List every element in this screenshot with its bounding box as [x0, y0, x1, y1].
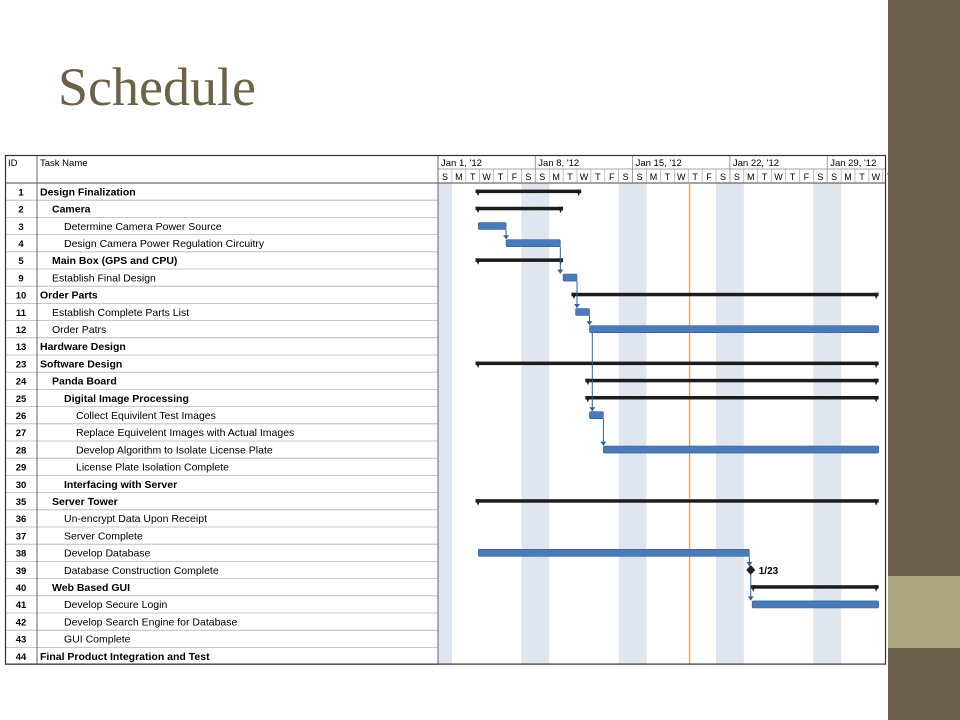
summary-bar: [476, 190, 582, 194]
task-name: Final Product Integration and Test: [40, 650, 210, 663]
task-id: 1: [18, 187, 24, 199]
task-bar: [576, 309, 590, 316]
task-name: Develop Algorithm to Isolate License Plate: [76, 444, 273, 457]
task-bar: [603, 446, 878, 453]
task-id: 41: [15, 600, 27, 612]
task-bar: [478, 223, 506, 230]
task-name: License Plate Isolation Complete: [76, 461, 229, 474]
gantt-svg: [5, 155, 886, 665]
task-id: 4: [18, 238, 24, 250]
task-id: 28: [15, 445, 27, 457]
task-name: GUI Complete: [64, 633, 131, 646]
task-id: 23: [15, 359, 27, 371]
day-letter: S: [733, 172, 740, 182]
column-header-id: ID: [8, 158, 18, 169]
task-name: Hardware Design: [40, 341, 126, 354]
day-letter: M: [844, 172, 852, 182]
task-name: Design Camera Power Regulation Circuitry: [64, 237, 265, 250]
milestone-label: 1/23: [758, 566, 779, 577]
task-name: Determine Camera Power Source: [64, 220, 222, 233]
task-id: 30: [15, 479, 27, 491]
day-letter: S: [817, 172, 824, 182]
week-label: Jan 8, '12: [538, 158, 580, 169]
day-letter: T: [595, 172, 601, 182]
task-id: 40: [15, 582, 27, 594]
task-id: 24: [15, 376, 27, 388]
task-name: Interfacing with Server: [64, 478, 178, 491]
task-name: Main Box (GPS and CPU): [52, 255, 178, 268]
day-letter: S: [539, 172, 546, 182]
task-bar: [563, 274, 577, 281]
task-name: Panda Board: [52, 375, 117, 388]
day-letter: S: [831, 172, 838, 182]
summary-bar: [476, 258, 564, 262]
day-letter: T: [692, 172, 698, 182]
task-bar: [590, 326, 879, 333]
task-id: 12: [15, 324, 27, 336]
day-letter: T: [859, 172, 865, 182]
day-letter: S: [636, 172, 643, 182]
task-id: 11: [15, 307, 27, 319]
day-letter: M: [747, 172, 755, 182]
week-label: Jan 1, '12: [441, 158, 482, 169]
task-name: Develop Database: [64, 547, 151, 560]
summary-bar: [585, 379, 878, 383]
slide-title: Schedule: [58, 57, 256, 117]
task-name: Digital Image Processing: [64, 392, 189, 405]
task-id: 38: [15, 548, 27, 560]
day-letter: T: [470, 172, 476, 182]
summary-bar: [476, 207, 564, 211]
task-id: 26: [15, 410, 27, 422]
day-letter: S: [719, 172, 726, 182]
day-letter: T: [497, 172, 504, 182]
task-name: Collect Equivilent Test Images: [76, 409, 216, 422]
task-id: 29: [15, 462, 27, 474]
task-name: Order Parts: [40, 289, 98, 302]
weekend-shade: [535, 183, 549, 665]
task-id: 3: [18, 221, 24, 233]
day-letter: T: [789, 172, 796, 182]
day-letter: W: [677, 172, 686, 182]
task-name: Camera: [52, 203, 91, 216]
task-id: 9: [18, 273, 24, 285]
task-name: Develop Secure Login: [64, 599, 168, 612]
task-id: 42: [15, 617, 27, 629]
day-letter: T: [567, 172, 573, 182]
weekend-shade: [730, 183, 744, 665]
task-name: Replace Equivelent Images with Actual Images: [76, 427, 295, 440]
task-name: Software Design: [40, 358, 123, 371]
task-name: Order Patrs: [52, 323, 107, 336]
task-bar: [590, 412, 604, 419]
week-label: Jan 22, '12: [732, 158, 780, 169]
column-header-task-name: Task Name: [40, 158, 88, 169]
task-bar: [478, 549, 749, 556]
task-id: 44: [15, 651, 27, 663]
day-letter: W: [871, 172, 881, 182]
side-accent-block: [888, 576, 960, 648]
day-letter: F: [803, 172, 810, 182]
weekend-shade: [827, 183, 841, 665]
task-id: 2: [18, 204, 24, 216]
task-name: Establish Complete Parts List: [52, 306, 190, 319]
summary-bar: [476, 362, 879, 366]
task-name: Database Construction Complete: [64, 564, 219, 577]
weekend-shade: [716, 183, 730, 665]
task-bar: [506, 240, 560, 247]
summary-bar: [751, 585, 879, 589]
task-id: 43: [15, 634, 27, 646]
day-letter: M: [455, 172, 463, 182]
task-id: 36: [15, 514, 27, 526]
weekend-shade: [619, 183, 633, 665]
task-id: 25: [15, 393, 27, 405]
task-name: Web Based GUI: [52, 581, 130, 594]
summary-bar: [585, 396, 878, 400]
task-id: 35: [15, 496, 27, 508]
day-letter: S: [441, 172, 448, 182]
week-label: Jan 29, '12: [830, 158, 877, 169]
day-letter: S: [525, 172, 532, 182]
task-id: 27: [15, 428, 27, 440]
day-letter: W: [482, 172, 491, 182]
day-letter: T: [664, 172, 671, 182]
day-letter: W: [579, 172, 589, 182]
task-id: 39: [15, 565, 27, 577]
task-id: 37: [15, 531, 27, 543]
weekend-shade: [813, 183, 827, 665]
week-label: Jan 15, '12: [635, 158, 682, 169]
weekend-shade: [633, 183, 647, 665]
task-name: Design Finalization: [40, 186, 136, 199]
summary-bar: [476, 499, 879, 503]
task-name: Develop Search Engine for Database: [64, 616, 238, 629]
day-letter: F: [511, 172, 518, 182]
task-bar: [752, 601, 878, 608]
day-letter: S: [622, 172, 629, 182]
weekend-shade: [521, 183, 535, 665]
task-name: Server Complete: [64, 530, 143, 543]
task-name: Server Tower: [52, 495, 118, 508]
day-letter: T: [761, 172, 768, 182]
day-letter: M: [552, 172, 560, 182]
gantt-chart: [5, 155, 886, 663]
summary-bar: [571, 293, 878, 297]
task-id: 10: [15, 290, 27, 302]
task-id: 5: [18, 256, 24, 268]
day-letter: F: [609, 172, 615, 182]
day-letter: M: [649, 172, 658, 182]
day-letter: F: [706, 172, 712, 182]
task-id: 13: [15, 342, 27, 354]
task-name: Un-encrypt Data Upon Receipt: [64, 513, 207, 526]
day-letter: W: [774, 172, 783, 182]
task-name: Establish Final Design: [52, 272, 156, 285]
weekend-shade: [438, 183, 452, 665]
